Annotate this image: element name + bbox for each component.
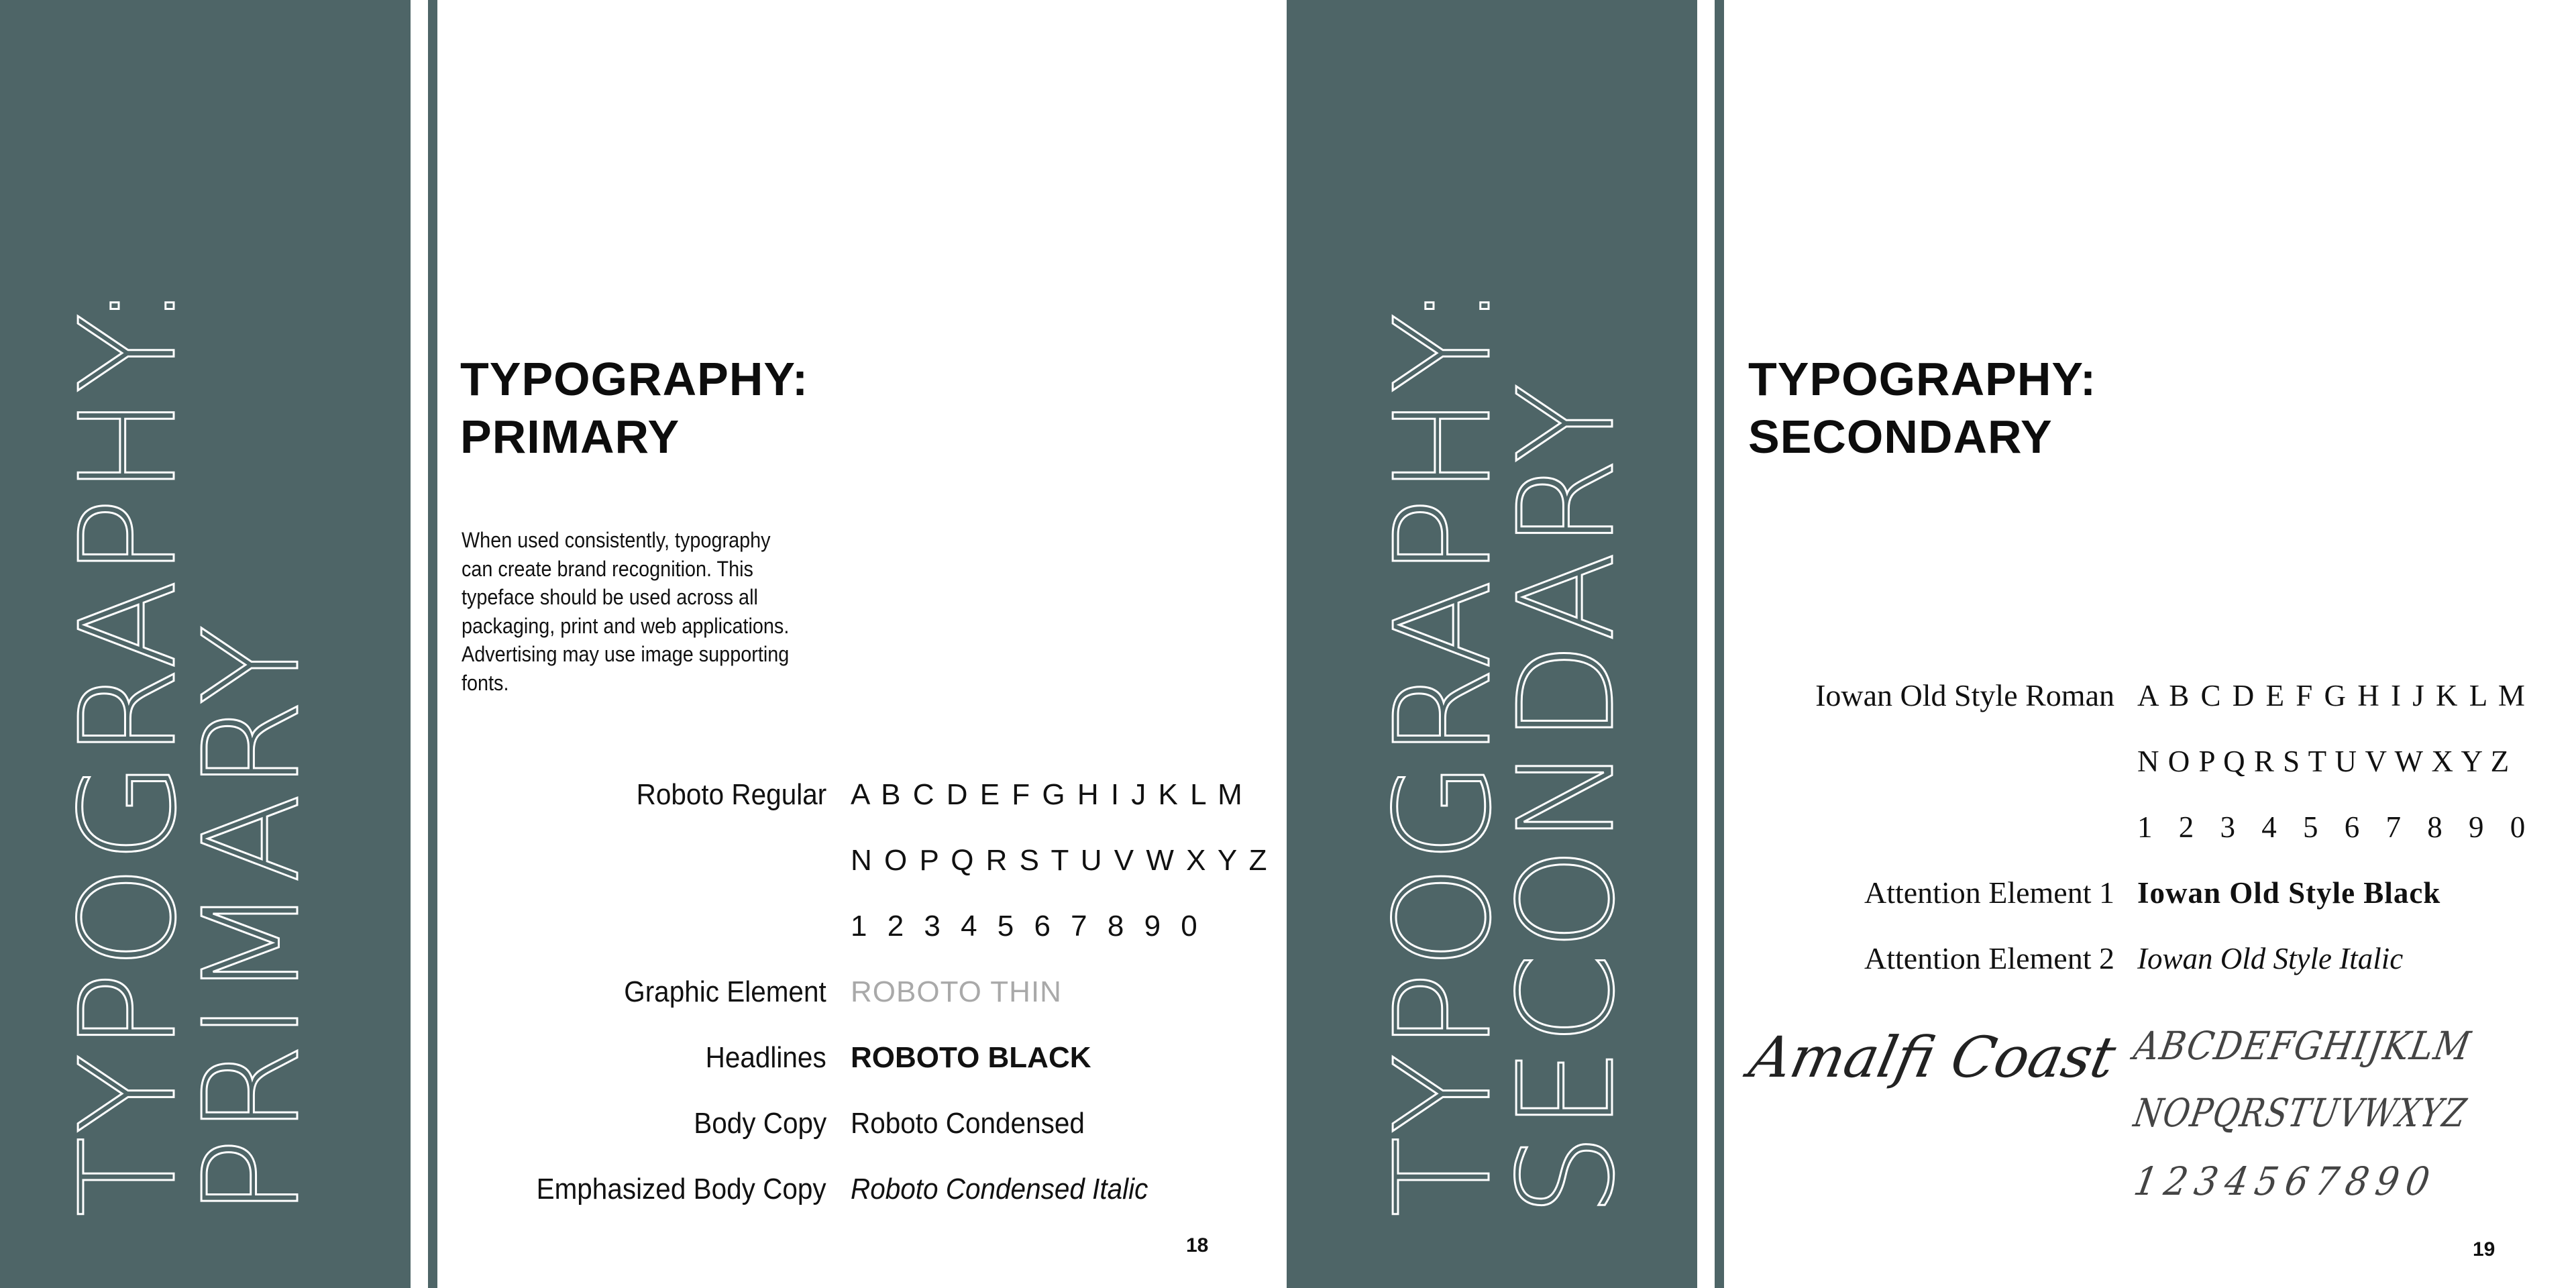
sample-roboto-condensed-italic: Roboto Condensed Italic (851, 1173, 1148, 1205)
title-secondary-line1: TYPOGRAPHY: (1748, 353, 2097, 405)
label-body-copy: Body Copy (693, 1107, 826, 1140)
sample-script-row2: NOPQRSTUVWXYZ (2131, 1090, 2471, 1136)
sample-roboto-black: ROBOTO BLACK (851, 1041, 1091, 1074)
page-title-secondary (1748, 350, 2096, 466)
sample-iowan-italic: Iowan Old Style Italic (2137, 942, 2404, 975)
primary-body-paragraph: When used consistently, typography can create brand recognition. This typeface should be used across all packaging, print and web applications. Advertising may use image supporting fonts. (462, 528, 790, 695)
sample-regular-row2: N O P Q R S T U V W X Y Z (851, 844, 1269, 877)
label-iowan-roman: Iowan Old Style Roman (1815, 678, 2114, 712)
sample-roboto-thin: ROBOTO THIN (851, 975, 1062, 1008)
sample-iowan-black: Iowan Old Style Black (2137, 876, 2441, 910)
label-graphic-element: Graphic Element (624, 975, 826, 1008)
label-attention-element-2: Attention Element 2 (1864, 941, 2114, 975)
title-secondary-line2: SECONDARY (1748, 411, 2053, 463)
label-amalfi-coast: Amalfi Coast (1743, 1024, 2122, 1090)
page-number-right: 19 (2473, 1238, 2496, 1260)
left-vertical-title-line1: TYPOGRAPHY: (52, 280, 205, 1217)
right-vertical-title-line1: TYPOGRAPHY: (1367, 280, 1520, 1217)
sample-roman-row3: 1 2 3 4 5 6 7 8 9 0 (2137, 810, 2535, 844)
sample-script-row3: 1234567890 (2131, 1159, 2440, 1204)
sample-roman-row1: A B C D E F G H I J K L M (2137, 679, 2527, 712)
sample-script-row1: ABCDEFGHIJKLM (2131, 1023, 2475, 1069)
right-vertical-title-line2: SECONDARY (1491, 380, 1644, 1217)
page-title-primary (460, 350, 808, 466)
title-primary-line2: PRIMARY (460, 411, 680, 463)
sample-regular-row1: A B C D E F G H I J K L M (851, 778, 1244, 811)
sample-roman-row2: N O P Q R S T U V W X Y Z (2137, 745, 2510, 778)
page-number-left: 18 (1186, 1234, 1209, 1256)
label-emphasized-body-copy: Emphasized Body Copy (536, 1173, 826, 1205)
sample-regular-row3: 1 2 3 4 5 6 7 8 9 0 (851, 910, 1203, 943)
left-divider-stripe (428, 0, 437, 1288)
label-headlines: Headlines (705, 1041, 826, 1074)
label-attention-element-1: Attention Element 1 (1864, 875, 2114, 910)
left-vertical-title-line2: PRIMARY (176, 622, 329, 1217)
sample-roboto-condensed: Roboto Condensed (851, 1107, 1085, 1140)
label-roboto-regular: Roboto Regular (636, 778, 826, 811)
right-divider-stripe (1715, 0, 1724, 1288)
title-primary-line1: TYPOGRAPHY: (460, 353, 809, 405)
